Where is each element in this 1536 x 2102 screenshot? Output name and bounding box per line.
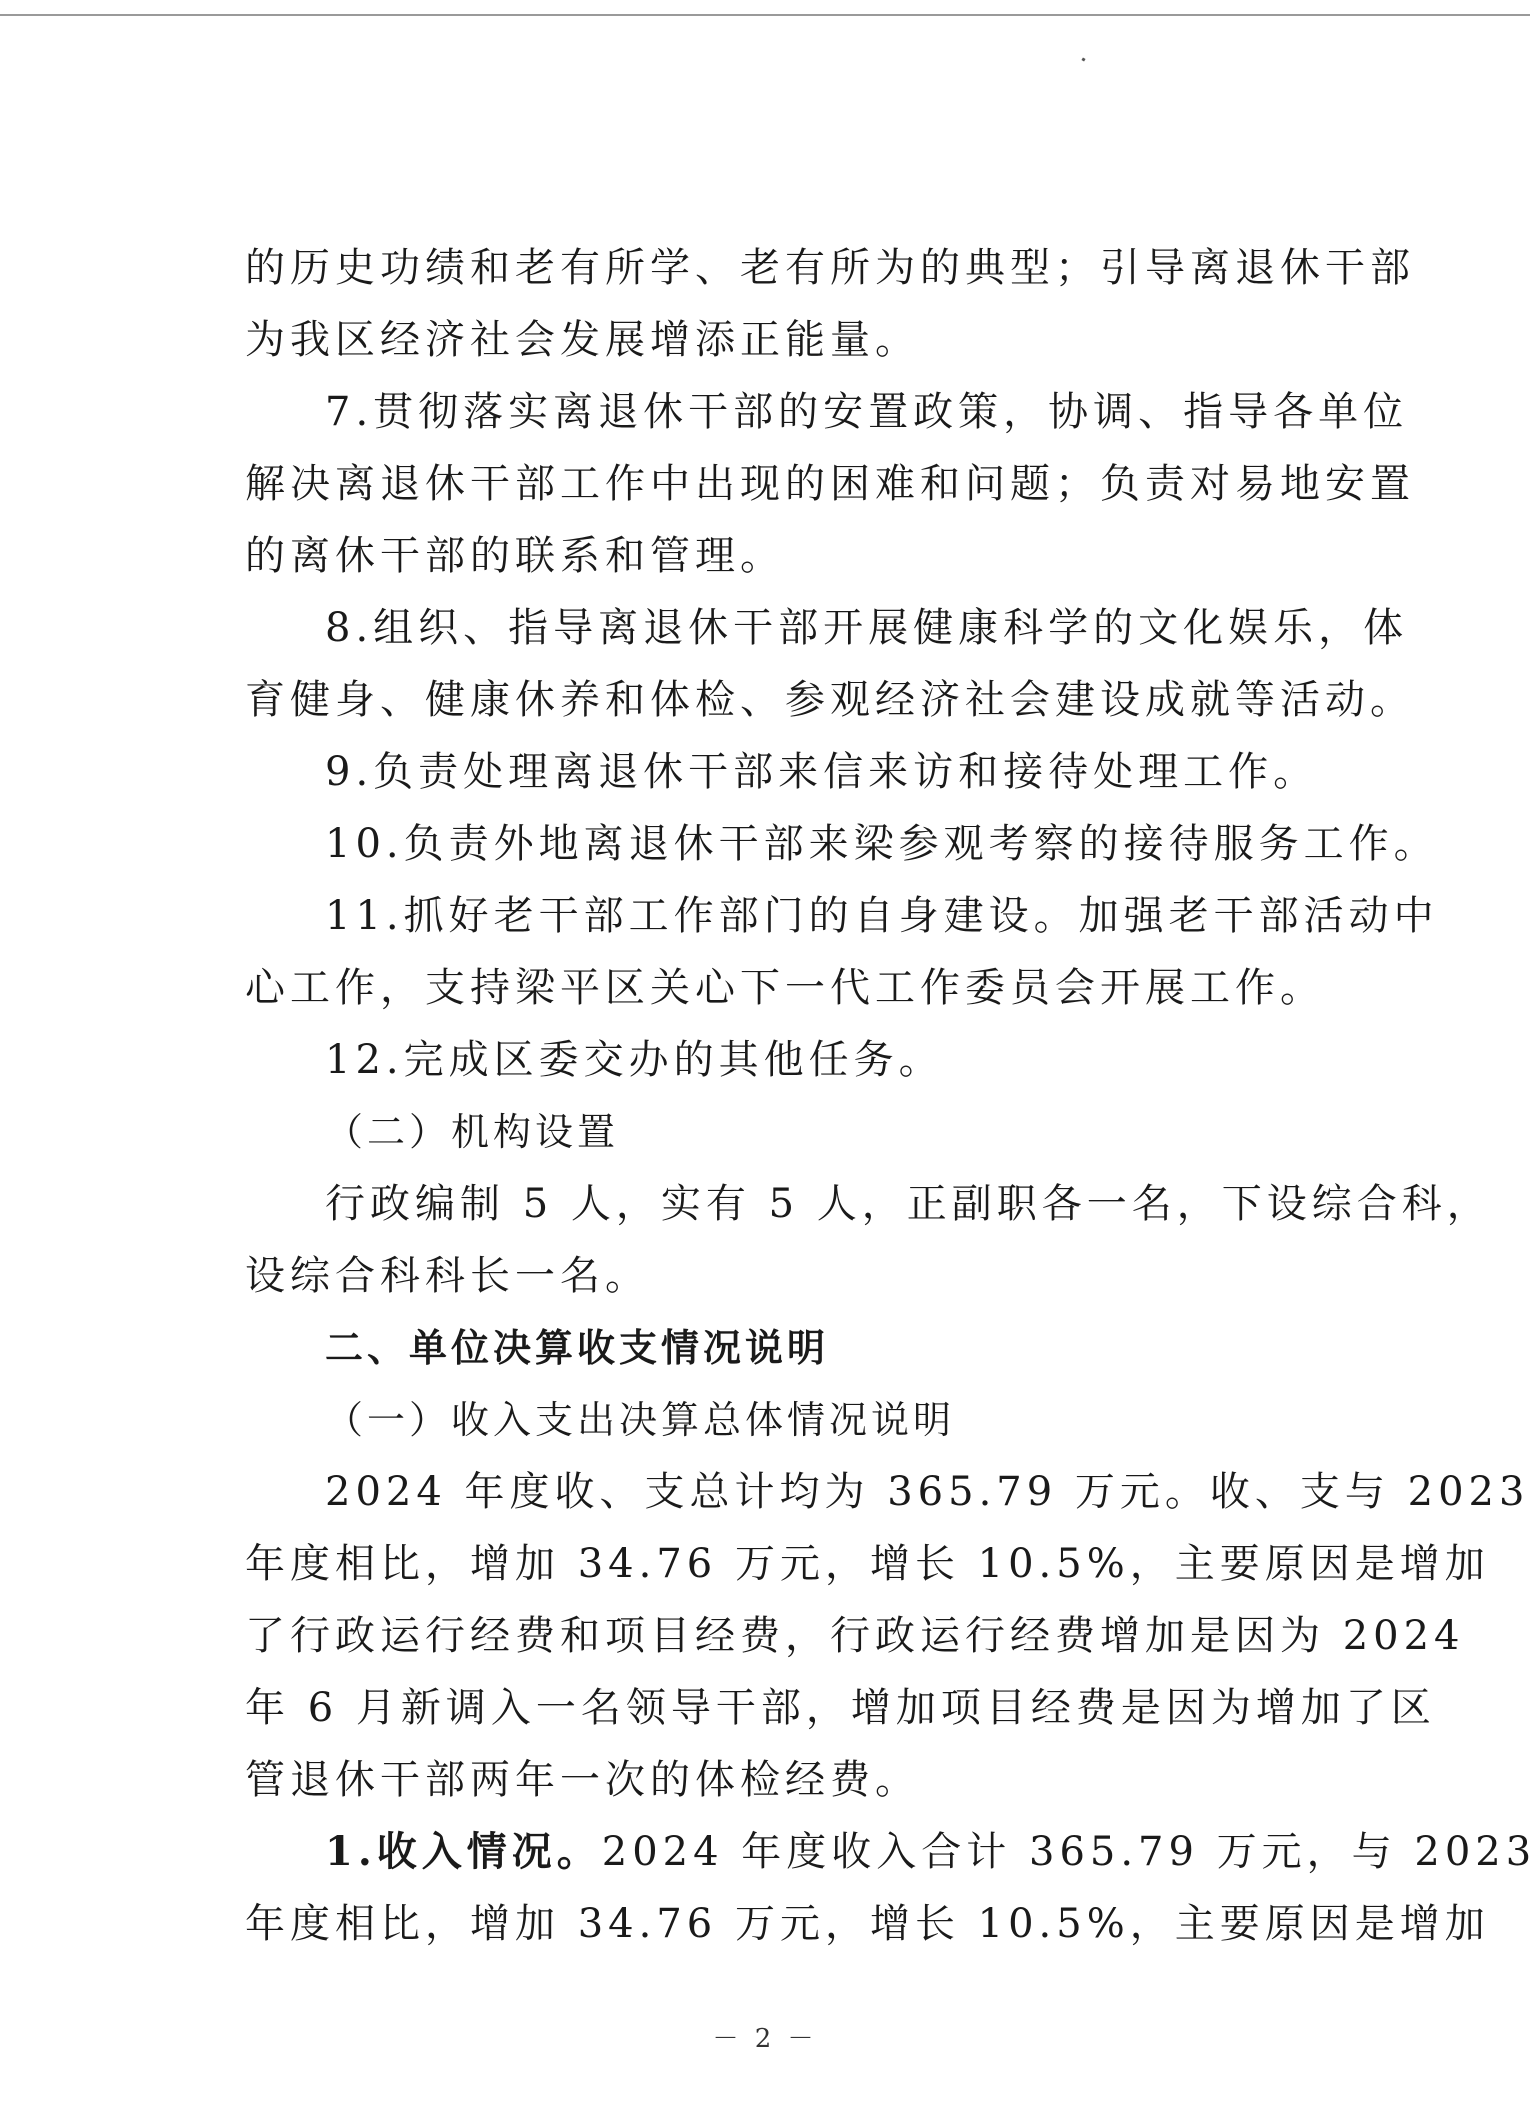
list-item-11: 11.抓好老干部工作部门的自身建设。加强老干部活动中 <box>325 893 1439 939</box>
text-line: 育健身、健康休养和体检、参观经济社会建设成就等活动。 <box>245 677 1415 723</box>
list-item-12: 12.完成区委交办的其他任务。 <box>325 1037 944 1083</box>
text-line: 管退休干部两年一次的体检经费。 <box>245 1757 920 1803</box>
text-line: 为我区经济社会发展增添正能量。 <box>245 317 920 363</box>
text-line: 年度相比，增加 34.76 万元，增长 10.5%，主要原因是增加 <box>245 1901 1490 1947</box>
text-line: 年 6 月新调入一名领导干部，增加项目经费是因为增加了区 <box>245 1685 1436 1731</box>
subheading-org-structure: （二）机构设置 <box>325 1110 620 1154</box>
page-top-border <box>0 14 1530 16</box>
text-line: 年度相比，增加 34.76 万元，增长 10.5%，主要原因是增加 <box>245 1541 1490 1587</box>
text-line: 2024 年度收、支总计均为 365.79 万元。收、支与 2023 <box>325 1469 1530 1515</box>
text-line: 的历史功绩和老有所学、老有所为的典型；引导离退休干部 <box>245 245 1415 291</box>
text-line: 行政编制 5 人，实有 5 人，正副职各一名，下设综合科， <box>325 1181 1492 1227</box>
page-number: － 2 － <box>712 2024 818 2054</box>
text-line: 心工作，支持梁平区关心下一代工作委员会开展工作。 <box>245 965 1325 1011</box>
income-heading: 1.收入情况。 <box>325 1828 602 1875</box>
text-line: 设综合科科长一名。 <box>245 1253 650 1299</box>
income-text: 2024 年度收入合计 365.79 万元，与 2023 <box>601 1829 1536 1875</box>
list-item-7: 7.贯彻落实离退休干部的安置政策，协调、指导各单位 <box>325 389 1409 435</box>
text-line: 解决离退休干部工作中出现的困难和问题；负责对易地安置 <box>245 461 1415 507</box>
document-body <box>245 232 1536 1960</box>
list-item-8: 8.组织、指导离退休干部开展健康科学的文化娱乐，体 <box>325 605 1409 651</box>
income-paragraph-start <box>245 1816 1536 1888</box>
text-line: 的离休干部的联系和管理。 <box>245 533 785 579</box>
subheading-overall: （一）收入支出决算总体情况说明 <box>325 1398 956 1442</box>
section-heading-budget: 二、单位决算收支情况说明 <box>325 1326 830 1370</box>
list-item-9: 9.负责处理离退休干部来信来访和接待处理工作。 <box>325 749 1319 795</box>
scan-speck <box>1081 57 1085 61</box>
text-line: 了行政运行经费和项目经费，行政运行经费增加是因为 2024 <box>245 1613 1465 1659</box>
list-item-10: 10.负责外地离退休干部来梁参观考察的接待服务工作。 <box>325 821 1439 867</box>
